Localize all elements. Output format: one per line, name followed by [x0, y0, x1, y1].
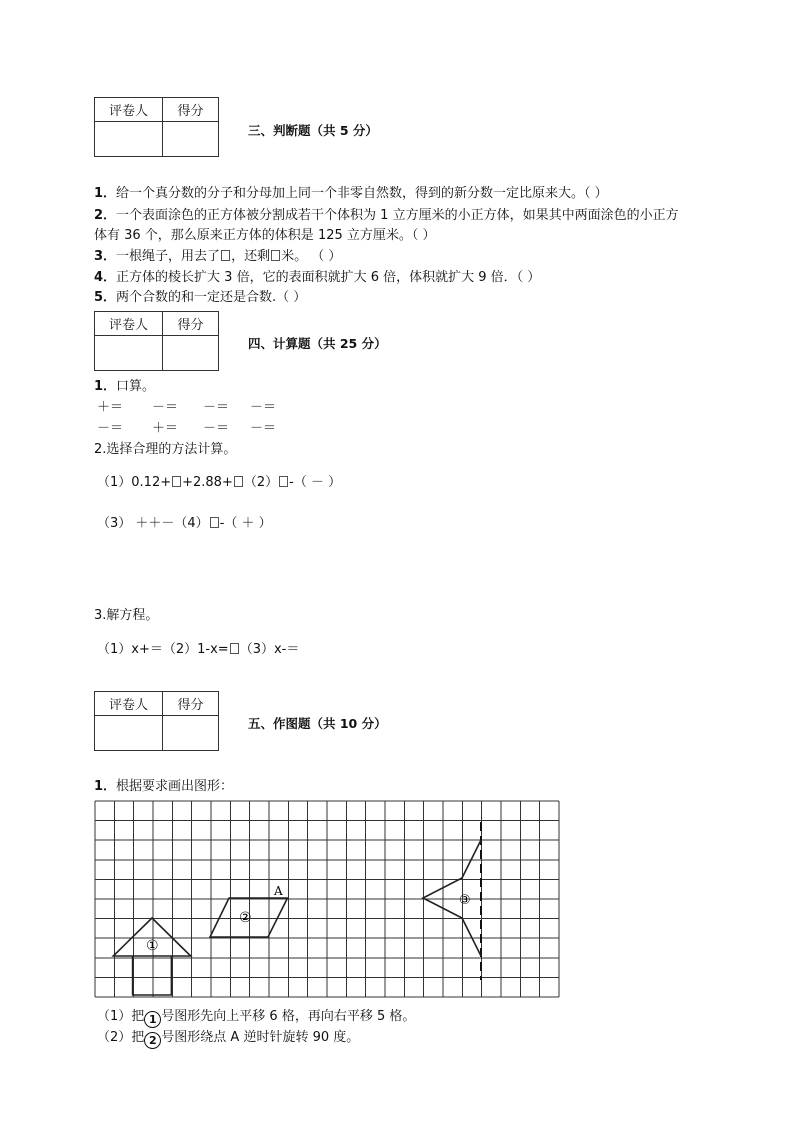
- score-table-1: [94, 97, 219, 157]
- calc-question-1: 1．口算。: [94, 379, 156, 394]
- oral-item: －＝: [250, 421, 277, 436]
- judge-question-4: 4．正方体的棱长扩大 3 倍，它的表面积就扩大 6 倍，体积就扩大 9 倍．（ ）: [94, 270, 541, 285]
- missing-fraction-icon: [279, 476, 288, 487]
- judge-question-2-cont: 体有 36 个，那么原来正方体的体积是 125 立方厘米。（ ）: [94, 228, 436, 243]
- grader-header: 评卷人: [95, 692, 163, 716]
- equation-line: （1）x+＝（2）1-x= （3）x-＝: [97, 642, 300, 657]
- judge-question-3: 3．一根绳子，用去了 ，还剩 米。 （ ）: [94, 249, 342, 264]
- grader-cell[interactable]: [95, 336, 163, 371]
- score-table-3: [94, 691, 219, 751]
- calc-question-2: 2.选择合理的方法计算。: [94, 442, 237, 457]
- drawing-grid[interactable]: [94, 800, 560, 1000]
- calc-question-3: 3.解方程。: [94, 608, 159, 623]
- grader-header: 评卷人: [95, 98, 163, 122]
- calc-line-2: （3） ＋＋－（4） -（ ＋ ）: [97, 516, 272, 531]
- oral-item: －＝: [203, 400, 230, 415]
- oral-item: ＋＝: [152, 421, 179, 436]
- oral-item: ＋＝: [97, 400, 124, 415]
- judge-question-1: 1．给一个真分数的分子和分母加上同一个非零自然数，得到的新分数一定比原来大。（ ）: [94, 186, 608, 201]
- grader-cell[interactable]: [95, 716, 163, 751]
- section-3-title: 三、判断题（共 5 分）: [248, 123, 378, 138]
- score-cell[interactable]: [163, 122, 219, 157]
- missing-fraction-icon: [172, 476, 181, 487]
- draw-instruction-1: （1）把 1 号图形先向上平移 6 格，再向右平移 5 格。: [97, 1009, 416, 1026]
- missing-fraction-icon: [230, 643, 239, 654]
- missing-fraction-icon: [210, 517, 219, 528]
- score-header: 得分: [163, 98, 219, 122]
- shape-3-label: ③: [459, 893, 471, 908]
- grader-cell[interactable]: [95, 122, 163, 157]
- oral-item: －＝: [152, 400, 179, 415]
- score-cell[interactable]: [163, 336, 219, 371]
- score-table-2: [94, 311, 219, 371]
- score-header: 得分: [163, 692, 219, 716]
- draw-instruction-2: （2）把 2 号图形绕点 A 逆时针旋转 90 度。: [97, 1030, 360, 1047]
- missing-fraction-icon: [234, 476, 243, 487]
- oral-item: －＝: [250, 400, 277, 415]
- score-header: 得分: [163, 312, 219, 336]
- calc-line-1: （1）0.12+ +2.88+ （2） -（ － ）: [97, 475, 342, 490]
- missing-fraction-icon: [271, 250, 280, 261]
- shape-1-label: ①: [146, 938, 159, 954]
- oral-item: －＝: [97, 421, 124, 436]
- shape-2-label: ②: [239, 910, 252, 926]
- missing-fraction-icon: [221, 250, 230, 261]
- section-4-title: 四、计算题（共 25 分）: [248, 336, 387, 351]
- circled-1-icon: 1: [144, 1011, 161, 1028]
- point-a-label: A: [274, 884, 283, 898]
- judge-question-2: 2．一个表面涂色的正方体被分割成若干个体积为 1 立方厘米的小正方体，如果其中两面涂色的小正方: [94, 208, 679, 223]
- section-5-title: 五、作图题（共 10 分）: [248, 716, 387, 731]
- grader-header: 评卷人: [95, 312, 163, 336]
- circled-2-icon: 2: [144, 1032, 161, 1049]
- oral-item: －＝: [203, 421, 230, 436]
- shape-1-house: [113, 918, 190, 995]
- score-cell[interactable]: [163, 716, 219, 751]
- draw-question-1: 1．根据要求画出图形：: [94, 779, 234, 794]
- judge-question-5: 5．两个合数的和一定还是合数.（ ）: [94, 290, 307, 305]
